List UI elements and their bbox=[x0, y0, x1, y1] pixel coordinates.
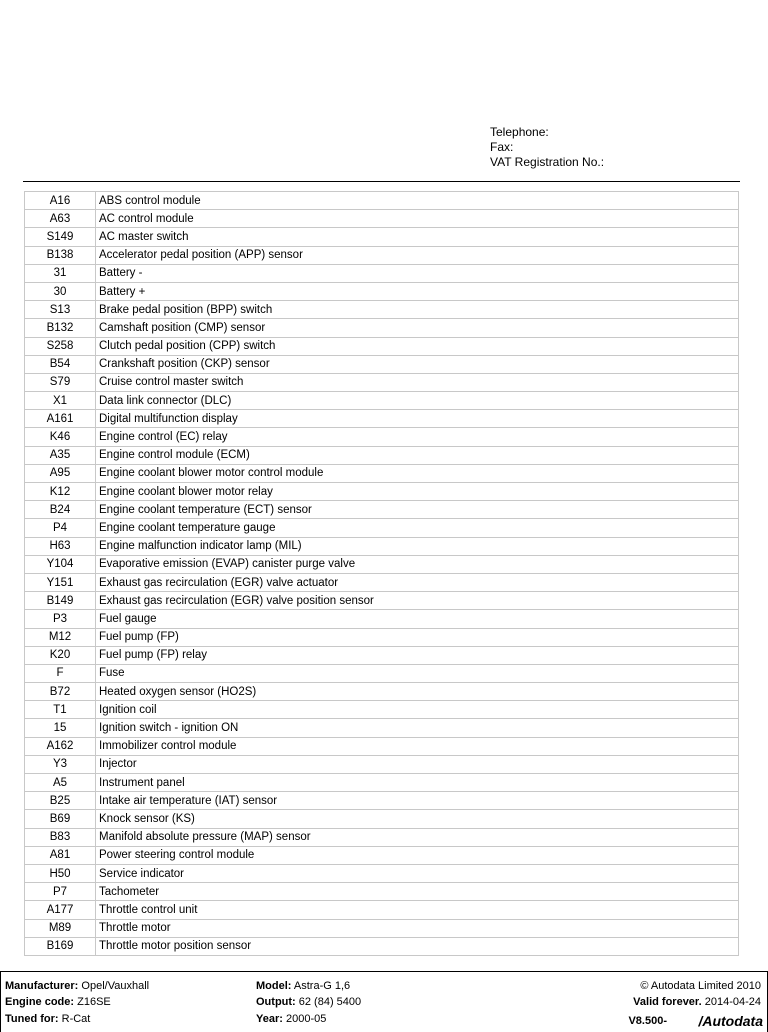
component-name: Immobilizer control module bbox=[96, 737, 739, 755]
table-row bbox=[25, 683, 739, 701]
table-row bbox=[25, 701, 739, 719]
table-row bbox=[25, 610, 739, 628]
component-name: Engine control module (ECM) bbox=[96, 446, 739, 464]
component-legend-table bbox=[24, 191, 739, 956]
component-code: A81 bbox=[25, 846, 96, 864]
vehicle-info-footer bbox=[0, 971, 768, 1032]
table-row bbox=[25, 428, 739, 446]
table-row bbox=[25, 864, 739, 882]
component-code: H50 bbox=[25, 864, 96, 882]
table-row bbox=[25, 901, 739, 919]
component-name: Clutch pedal position (CPP) switch bbox=[96, 337, 739, 355]
component-name: Engine coolant temperature (ECT) sensor bbox=[96, 501, 739, 519]
component-name: ABS control module bbox=[96, 192, 739, 210]
table-row bbox=[25, 282, 739, 300]
component-name: Throttle motor position sensor bbox=[96, 937, 739, 955]
engine-code-value: Z16SE bbox=[77, 996, 111, 1008]
table-row bbox=[25, 628, 739, 646]
table-row bbox=[25, 555, 739, 573]
component-code: A16 bbox=[25, 192, 96, 210]
component-code: K20 bbox=[25, 646, 96, 664]
component-name: Engine coolant blower motor relay bbox=[96, 483, 739, 501]
table-row bbox=[25, 573, 739, 591]
component-code: P7 bbox=[25, 883, 96, 901]
component-code: B149 bbox=[25, 592, 96, 610]
telephone-label: Telephone: bbox=[490, 125, 549, 139]
component-code: H63 bbox=[25, 537, 96, 555]
component-code: Y104 bbox=[25, 555, 96, 573]
component-name: Engine control (EC) relay bbox=[96, 428, 739, 446]
copyright-text: © Autodata Limited 2010 bbox=[640, 980, 761, 992]
manufacturer-label: Manufacturer: bbox=[5, 980, 79, 992]
component-name: Intake air temperature (IAT) sensor bbox=[96, 792, 739, 810]
table-row bbox=[25, 319, 739, 337]
component-name: Engine malfunction indicator lamp (MIL) bbox=[96, 537, 739, 555]
component-name: Digital multifunction display bbox=[96, 410, 739, 428]
table-row bbox=[25, 246, 739, 264]
component-name: Exhaust gas recirculation (EGR) valve actuator bbox=[96, 573, 739, 591]
component-name: Fuel pump (FP) relay bbox=[96, 646, 739, 664]
engine-code-line bbox=[5, 996, 111, 1009]
component-code: Y151 bbox=[25, 573, 96, 591]
component-code: B83 bbox=[25, 828, 96, 846]
component-name: Power steering control module bbox=[96, 846, 739, 864]
component-name: Service indicator bbox=[96, 864, 739, 882]
version-line bbox=[628, 1015, 667, 1028]
table-row bbox=[25, 301, 739, 319]
component-name: Fuse bbox=[96, 664, 739, 682]
model-line bbox=[256, 980, 350, 993]
component-code: S149 bbox=[25, 228, 96, 246]
validity-line bbox=[633, 996, 761, 1009]
table-row bbox=[25, 828, 739, 846]
component-name: Exhaust gas recirculation (EGR) valve position sensor bbox=[96, 592, 739, 610]
component-name: Ignition switch - ignition ON bbox=[96, 719, 739, 737]
output-value: 62 (84) 5400 bbox=[298, 996, 362, 1008]
component-name: Cruise control master switch bbox=[96, 373, 739, 391]
component-code: A161 bbox=[25, 410, 96, 428]
component-name: Camshaft position (CMP) sensor bbox=[96, 319, 739, 337]
component-name: Ignition coil bbox=[96, 701, 739, 719]
component-code: X1 bbox=[25, 392, 96, 410]
component-name: Brake pedal position (BPP) switch bbox=[96, 301, 739, 319]
fax-label: Fax: bbox=[490, 140, 514, 154]
table-row bbox=[25, 501, 739, 519]
component-name: Fuel pump (FP) bbox=[96, 628, 739, 646]
component-name: Throttle motor bbox=[96, 919, 739, 937]
vat-label: VAT Registration No.: bbox=[490, 155, 605, 169]
version-text: V8.500- bbox=[628, 1015, 667, 1027]
component-code: A162 bbox=[25, 737, 96, 755]
year-value: 2000-05 bbox=[285, 1013, 327, 1025]
component-name: AC control module bbox=[96, 210, 739, 228]
component-code: B24 bbox=[25, 501, 96, 519]
tuned-for-line bbox=[5, 1013, 90, 1026]
component-code: P4 bbox=[25, 519, 96, 537]
component-code: A177 bbox=[25, 901, 96, 919]
component-code: A95 bbox=[25, 464, 96, 482]
component-name: Data link connector (DLC) bbox=[96, 392, 739, 410]
table-row bbox=[25, 355, 739, 373]
component-name: Engine coolant temperature gauge bbox=[96, 519, 739, 537]
component-name: Throttle control unit bbox=[96, 901, 739, 919]
output-line bbox=[256, 996, 361, 1009]
header-divider bbox=[23, 181, 740, 182]
copyright-line bbox=[640, 980, 761, 993]
model-label: Model: bbox=[256, 980, 292, 992]
manufacturer-line bbox=[5, 980, 149, 993]
table-row bbox=[25, 792, 739, 810]
table-row bbox=[25, 592, 739, 610]
table-row bbox=[25, 337, 739, 355]
component-code: 31 bbox=[25, 264, 96, 282]
component-name: Crankshaft position (CKP) sensor bbox=[96, 355, 739, 373]
component-code: M89 bbox=[25, 919, 96, 937]
contact-block bbox=[490, 125, 604, 170]
component-code: S258 bbox=[25, 337, 96, 355]
table-row bbox=[25, 846, 739, 864]
component-code: B25 bbox=[25, 792, 96, 810]
component-name: Evaporative emission (EVAP) canister purge valve bbox=[96, 555, 739, 573]
valid-date: 2014-04-24 bbox=[704, 996, 761, 1008]
component-code: B72 bbox=[25, 683, 96, 701]
component-code: A63 bbox=[25, 210, 96, 228]
component-name: Engine coolant blower motor control module bbox=[96, 464, 739, 482]
year-label: Year: bbox=[256, 1013, 283, 1025]
table-row bbox=[25, 192, 739, 210]
table-row bbox=[25, 373, 739, 391]
component-name: Knock sensor (KS) bbox=[96, 810, 739, 828]
component-name: Tachometer bbox=[96, 883, 739, 901]
component-name: Accelerator pedal position (APP) sensor bbox=[96, 246, 739, 264]
component-code: B54 bbox=[25, 355, 96, 373]
component-code: A5 bbox=[25, 774, 96, 792]
component-name: AC master switch bbox=[96, 228, 739, 246]
table-row bbox=[25, 483, 739, 501]
table-row bbox=[25, 883, 739, 901]
component-code: S13 bbox=[25, 301, 96, 319]
component-name: Heated oxygen sensor (HO2S) bbox=[96, 683, 739, 701]
component-name: Fuel gauge bbox=[96, 610, 739, 628]
table-row bbox=[25, 392, 739, 410]
table-row bbox=[25, 410, 739, 428]
component-code: M12 bbox=[25, 628, 96, 646]
component-name: Manifold absolute pressure (MAP) sensor bbox=[96, 828, 739, 846]
table-row bbox=[25, 810, 739, 828]
table-row bbox=[25, 646, 739, 664]
component-code: B69 bbox=[25, 810, 96, 828]
table-row bbox=[25, 537, 739, 555]
component-code: S79 bbox=[25, 373, 96, 391]
table-row bbox=[25, 737, 739, 755]
table-row bbox=[25, 755, 739, 773]
component-name: Injector bbox=[96, 755, 739, 773]
component-legend-body bbox=[25, 192, 739, 956]
component-code: B138 bbox=[25, 246, 96, 264]
component-code: 30 bbox=[25, 282, 96, 300]
table-row bbox=[25, 919, 739, 937]
output-label: Output: bbox=[256, 996, 296, 1008]
model-value: Astra-G 1,6 bbox=[293, 980, 351, 992]
component-name: Battery + bbox=[96, 282, 739, 300]
table-row bbox=[25, 719, 739, 737]
component-code: Y3 bbox=[25, 755, 96, 773]
tuned-for-label: Tuned for: bbox=[5, 1013, 59, 1025]
component-code: K12 bbox=[25, 483, 96, 501]
table-row bbox=[25, 937, 739, 955]
component-code: B132 bbox=[25, 319, 96, 337]
component-code: F bbox=[25, 664, 96, 682]
component-code: B169 bbox=[25, 937, 96, 955]
manufacturer-value: Opel/Vauxhall bbox=[81, 980, 150, 992]
tuned-for-value: R-Cat bbox=[61, 1013, 91, 1025]
component-code: T1 bbox=[25, 701, 96, 719]
table-row bbox=[25, 228, 739, 246]
year-line bbox=[256, 1013, 326, 1026]
component-code: K46 bbox=[25, 428, 96, 446]
autodata-logo: /Autodata bbox=[698, 1013, 763, 1029]
component-code: A35 bbox=[25, 446, 96, 464]
component-code: 15 bbox=[25, 719, 96, 737]
component-code: P3 bbox=[25, 610, 96, 628]
table-row bbox=[25, 446, 739, 464]
table-row bbox=[25, 774, 739, 792]
table-row bbox=[25, 464, 739, 482]
valid-label: Valid forever. bbox=[633, 996, 702, 1008]
component-name: Battery - bbox=[96, 264, 739, 282]
engine-code-label: Engine code: bbox=[5, 996, 75, 1008]
table-row bbox=[25, 664, 739, 682]
table-row bbox=[25, 210, 739, 228]
component-name: Instrument panel bbox=[96, 774, 739, 792]
table-row bbox=[25, 519, 739, 537]
table-row bbox=[25, 264, 739, 282]
